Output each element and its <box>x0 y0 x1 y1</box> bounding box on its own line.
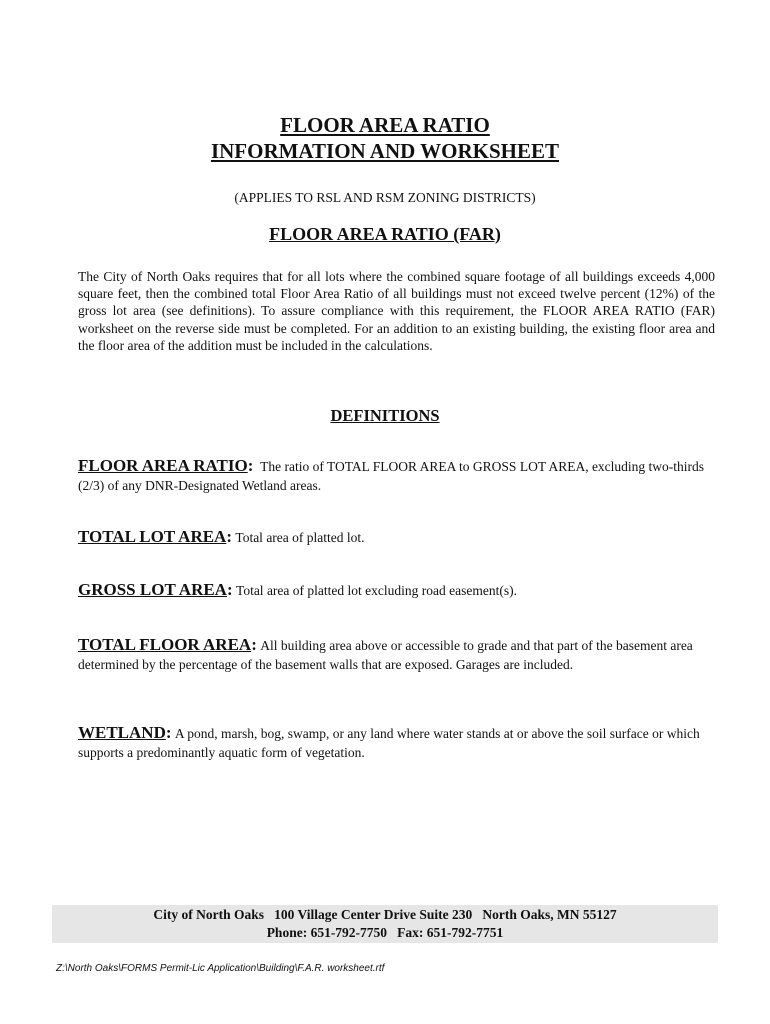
contact-footer <box>52 905 718 943</box>
definition-term: TOTAL LOT AREA <box>78 527 227 546</box>
definition-floor-area-ratio: FLOOR AREA RATIO: The ratio of TOTAL FLOOR AREA to GROSS LOT AREA, excluding two-thirds (2/3) of any DNR-Designated Wetland areas. <box>78 456 705 493</box>
far-section-heading: FLOOR AREA RATIO (FAR) <box>269 224 501 244</box>
definition-term: FLOOR AREA RATIO <box>78 456 248 475</box>
definitions-heading: DEFINITIONS <box>330 406 440 425</box>
definition-wetland: WETLAND: A pond, marsh, bog, swamp, or any land where water stands at or above the soil surface or which supports a predominantly aquatic form of vegetation. <box>78 723 700 760</box>
file-path: Z:\North Oaks\FORMS Permit-Lic Application\Building\F.A.R. worksheet.rtf <box>56 963 385 974</box>
definition-term: WETLAND <box>78 723 166 742</box>
footer-address: City of North Oaks 100 Village Center Drive Suite 230 North Oaks, MN 55127 <box>153 907 617 922</box>
definition-total-floor-area: TOTAL FLOOR AREA: All building area above or accessible to grade and that part of the basement area determined by the percentage of the basement walls that are exposed. Garages are included. <box>78 635 693 672</box>
applies-note: (APPLIES TO RSL AND RSM ZONING DISTRICTS) <box>234 190 536 205</box>
document-title-line1: FLOOR AREA RATIO <box>280 113 490 137</box>
definition-gross-lot-area: GROSS LOT AREA: Total area of platted lot excluding road easement(s). <box>78 580 517 599</box>
footer-phone-fax: Phone: 651-792-7750 Fax: 651-792-7751 <box>266 925 504 940</box>
definition-term: TOTAL FLOOR AREA <box>78 635 252 654</box>
definition-text: The ratio of TOTAL FLOOR AREA to GROSS LOT AREA, excluding two-thirds (2/3) of any DNR-Designated Wetland areas. <box>78 459 705 493</box>
definition-text: Total area of platted lot excluding road easement(s). <box>236 583 517 598</box>
document-title-line2: INFORMATION AND WORKSHEET <box>210 139 560 163</box>
definition-text: All building area above or accessible to grade and that part of the basement area determined by the percentage of the basement walls that are exposed. Garages are included. <box>78 638 693 672</box>
definition-text: A pond, marsh, bog, swamp, or any land where water stands at or above the soil surface or which supports a predominantly aquatic form of vegetation. <box>78 726 700 760</box>
intro-paragraph: The City of North Oaks requires that for all lots where the combined square footage of all buildings exceeds 4,000 square feet, then the combined total Floor Area Ratio of all buildings must not exceed twelve percent (12%) of the gross lot area (see definitions). To assure compliance with this requirement, the FLOOR AREA RATIO (FAR) worksheet on the reverse side must be completed. For an addition to an existing building, the existing floor area and the floor area of the addition must be included in the calculations. <box>78 269 715 353</box>
definition-term: GROSS LOT AREA <box>78 580 227 599</box>
definition-text: Total area of platted lot. <box>235 530 365 545</box>
definition-total-lot-area: TOTAL LOT AREA: Total area of platted lot. <box>78 527 365 546</box>
